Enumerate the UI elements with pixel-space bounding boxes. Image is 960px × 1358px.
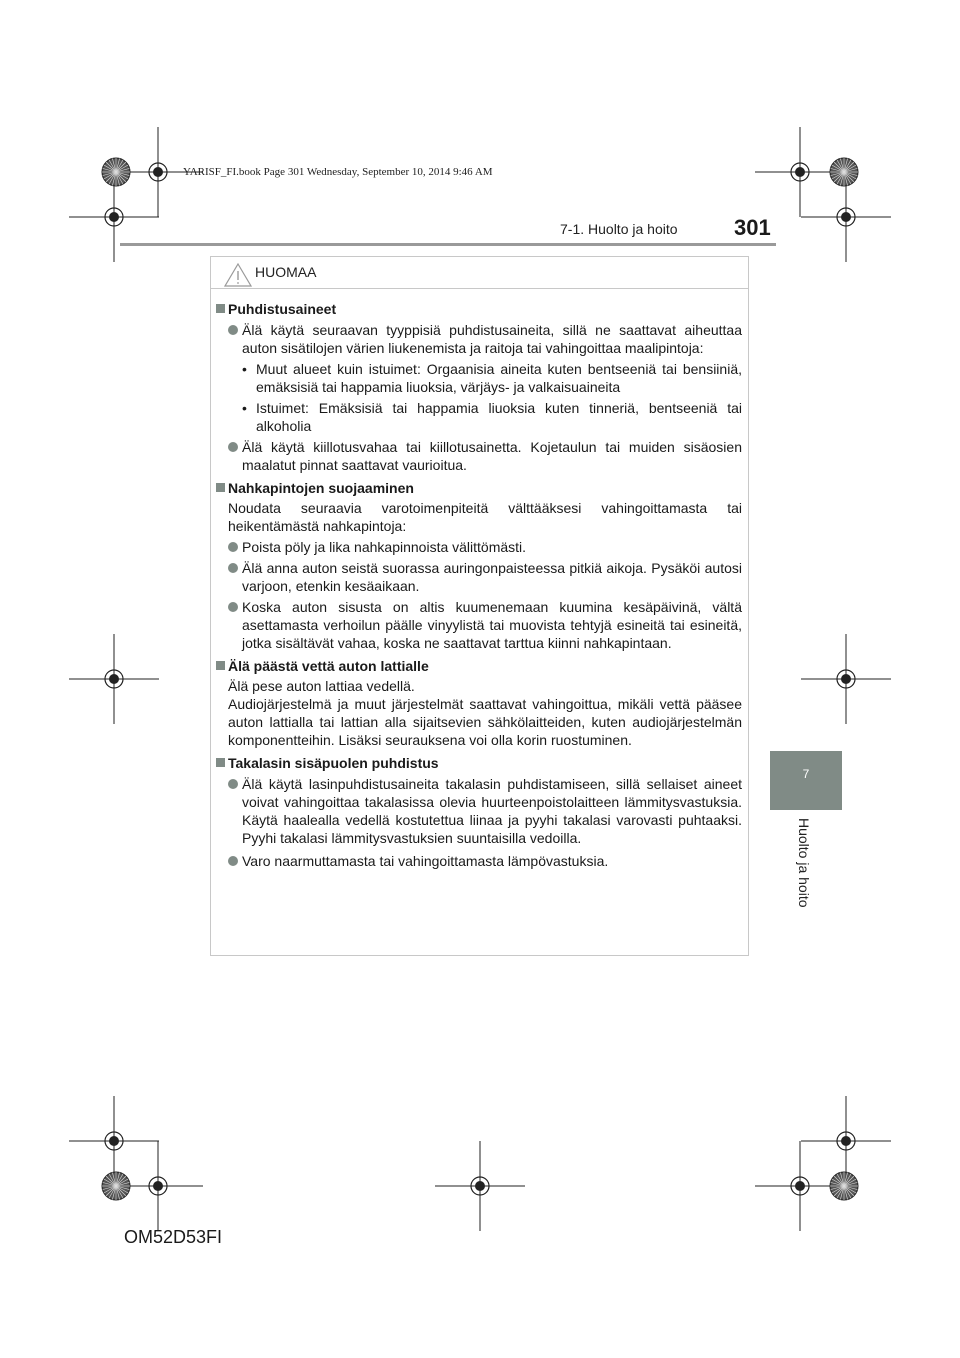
section-paragraph: Älä pese auton lattiaa vedellä.	[228, 678, 415, 694]
square-bullet-icon	[216, 483, 225, 492]
list-item-text: Poista pöly ja lika nahkapinnoista välittömästi.	[242, 539, 527, 555]
caution-section	[216, 657, 742, 749]
section-heading-text: Puhdistusaineet	[228, 301, 337, 317]
section-paragraph: Audiojärjestelmä ja muut järjestelmät saattavat vahingoittua, mikäli vettä pääsee auton lattialla tai lattian alla sijaitsevien sähkölaitteiden, kuten audiojärjestelmän komponentteihin. Lisäksi seurauksena voi olla korin ruostuminen.	[228, 696, 742, 748]
dot-bullet-icon: •	[242, 400, 247, 416]
circle-bullet-icon	[228, 442, 238, 452]
crosshair-mark	[435, 1141, 525, 1231]
caution-section	[216, 479, 742, 652]
caution-section	[216, 300, 742, 474]
circle-bullet-icon	[228, 779, 238, 789]
section-heading	[216, 657, 742, 675]
dot-bullet-icon: •	[242, 361, 247, 377]
sub-list-item-text: Istuimet: Emäksisiä tai happamia liuoksia kuten tinneriä, bentseeniä tai alkoholia	[256, 400, 742, 434]
section-heading	[216, 754, 742, 772]
section-heading	[216, 479, 742, 497]
caution-content	[216, 300, 742, 875]
list-item	[216, 598, 742, 652]
chapter-side-label: Huolto ja hoito	[796, 818, 812, 908]
sunburst-mark	[830, 158, 858, 186]
caution-section	[216, 754, 742, 870]
section-intro: Noudata seuraavia varotoimenpiteitä välttääksesi vahingoittamasta tai heikentämästä nahkapintoja:	[228, 500, 742, 534]
list-item-text: Älä käytä kiillotusvahaa tai kiillotusainetta. Kojetaulun tai muiden sisäosien maalatut pinnat saattavat vaurioitua.	[242, 439, 742, 473]
circle-bullet-icon	[228, 563, 238, 573]
square-bullet-icon	[216, 304, 225, 313]
section-heading	[216, 300, 742, 318]
document-code: OM52D53FI	[124, 1227, 223, 1247]
sunburst-mark	[102, 1172, 130, 1200]
sub-list-item	[216, 360, 742, 396]
chapter-number: 7	[802, 767, 810, 781]
book-stamp: YARISF_FI.book Page 301 Wednesday, September 10, 2014 9:46 AM	[183, 166, 493, 178]
sub-list-item-text: Muut alueet kuin istuimet: Orgaanisia aineita kuten bentseeniä tai bensiiniä, emäksisiä tai happamia liuoksia, värjäys- ja valkaisuaineita	[256, 361, 742, 395]
section-heading-text: Takalasin sisäpuolen puhdistus	[228, 755, 439, 771]
list-item-text: Varo naarmuttamasta tai vahingoittamasta lämpövastuksia.	[242, 853, 609, 869]
warning-icon	[224, 263, 252, 287]
list-item	[216, 438, 742, 474]
section-heading-text: Nahkapintojen suojaaminen	[228, 480, 414, 496]
square-bullet-icon	[216, 661, 225, 670]
section-title: 7-1. Huolto ja hoito	[560, 221, 678, 237]
square-bullet-icon	[216, 758, 225, 767]
section-heading-text: Älä päästä vettä auton lattialle	[228, 658, 429, 674]
list-item-text: Koska auton sisusta on altis kuumenemaan kuumina kesäpäivinä, vältä asettamasta verhoilun päälle vinyylistä tai muovista tehtyjä esineitä tai esineitä, jotka sisältävät vahaa, koska ne saattavat tarttua kiinni nahkapintaan.	[242, 599, 742, 651]
circle-bullet-icon	[228, 325, 238, 335]
sunburst-mark	[102, 158, 130, 186]
circle-bullet-icon	[228, 856, 238, 866]
list-item	[216, 321, 742, 357]
list-item	[216, 559, 742, 595]
header-rule	[120, 243, 776, 246]
sunburst-mark	[830, 1172, 858, 1200]
list-item-text: Älä käytä seuraavan tyyppisiä puhdistusaineita, sillä ne saattavat aiheuttaa auton sisätilojen värien liukenemista ja raitoja tai vahingoittaa maalipintoja:	[242, 322, 742, 356]
circle-bullet-icon	[228, 542, 238, 552]
circle-bullet-icon	[228, 602, 238, 612]
list-item	[216, 538, 742, 556]
list-item	[216, 775, 742, 847]
crosshair-mark	[801, 634, 891, 724]
crosshair-mark	[69, 634, 159, 724]
page-number: 301	[734, 215, 771, 240]
list-item-text: Älä käytä lasinpuhdistusaineita takalasin puhdistamiseen, sillä sellaiset aineet voivat vahingoittaa takalasissa olevia huurteenpoistolaitteen lämmitysvastuksia. Käytä haalealla vedellä kostutettua liinaa ja pyyhi takalasi varovasti puhtaaksi. Pyyhi takalasi lämmitysvastuksien suuntaisilla vedoilla.	[242, 776, 742, 846]
chapter-side-label-area	[770, 812, 842, 922]
caution-header	[211, 257, 748, 289]
caution-title: HUOMAA	[255, 264, 317, 280]
sub-list-item	[216, 399, 742, 435]
list-item	[216, 852, 742, 870]
list-item-text: Älä anna auton seistä suorassa auringonpaisteessa pitkiä aikoja. Pysäköi autosi varjoon, etenkin kesäaikaan.	[242, 560, 742, 594]
